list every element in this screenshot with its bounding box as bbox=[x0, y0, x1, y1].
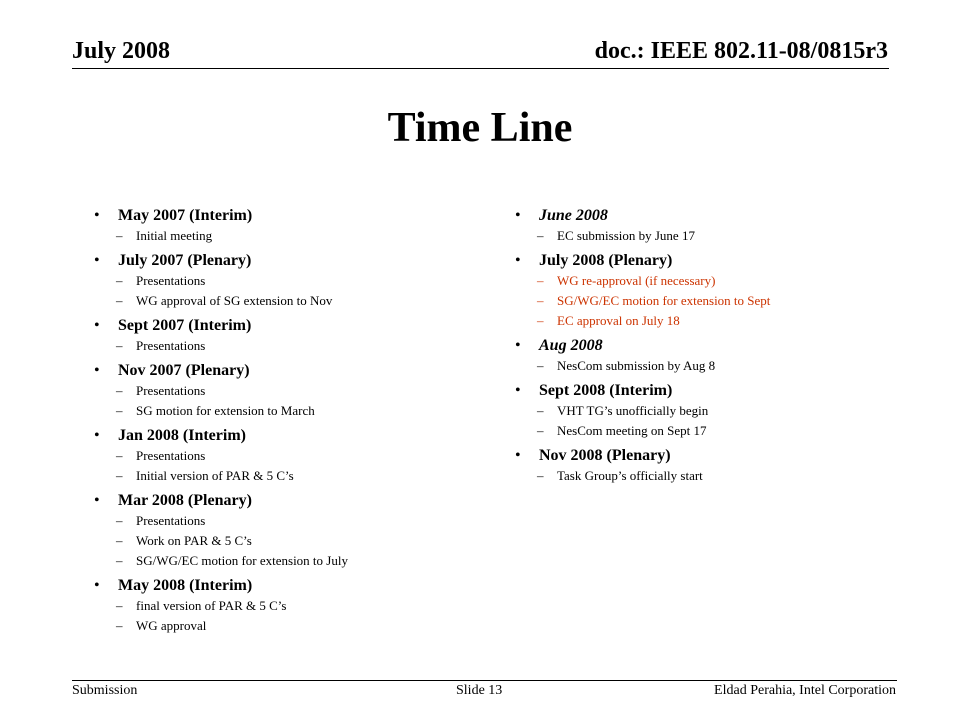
timeline-subitem: – final version of PAR & 5 C’s bbox=[94, 596, 494, 616]
timeline-subitem: – Presentations bbox=[94, 511, 494, 531]
footer-submission: Submission bbox=[72, 683, 138, 698]
timeline-item-heading: Aug 2008 bbox=[539, 337, 603, 354]
bullet-icon: • bbox=[515, 337, 521, 354]
timeline-item-heading: June 2008 bbox=[539, 207, 608, 224]
timeline-item bbox=[94, 251, 494, 311]
timeline-subitem: – WG approval of SG extension to Nov bbox=[94, 291, 494, 311]
timeline-item bbox=[94, 206, 494, 246]
footer-divider bbox=[72, 680, 897, 681]
bullet-icon: • bbox=[94, 317, 100, 334]
bullet-icon: • bbox=[94, 207, 100, 224]
dash-icon: – bbox=[116, 273, 123, 288]
timeline-subitem: – Task Group’s officially start bbox=[515, 466, 905, 486]
bullet-icon: • bbox=[94, 427, 100, 444]
timeline-item bbox=[94, 361, 494, 421]
timeline-item-heading: Nov 2007 (Plenary) bbox=[118, 362, 250, 379]
bullet-icon: • bbox=[94, 492, 100, 509]
dash-icon: – bbox=[116, 228, 123, 243]
dash-icon: – bbox=[116, 448, 123, 463]
bullet-icon: • bbox=[515, 252, 521, 269]
dash-icon: – bbox=[116, 338, 123, 353]
timeline-subitem: – EC submission by June 17 bbox=[515, 226, 905, 246]
dash-icon: – bbox=[116, 533, 123, 548]
bullet-icon: • bbox=[515, 207, 521, 224]
timeline-item bbox=[515, 381, 905, 441]
timeline-subitem: – VHT TG’s unofficially begin bbox=[515, 401, 905, 421]
bullet-icon: • bbox=[94, 577, 100, 594]
dash-icon: – bbox=[537, 423, 544, 438]
timeline-item bbox=[515, 206, 905, 246]
footer-author: Eldad Perahia, Intel Corporation bbox=[714, 683, 896, 698]
timeline-item-heading: Mar 2008 (Plenary) bbox=[118, 492, 252, 509]
timeline-subitem: – Presentations bbox=[94, 381, 494, 401]
left-column bbox=[94, 206, 494, 641]
dash-icon: – bbox=[537, 273, 544, 288]
dash-icon: – bbox=[537, 228, 544, 243]
timeline-item-heading: Sept 2007 (Interim) bbox=[118, 317, 252, 334]
bullet-icon: • bbox=[515, 447, 521, 464]
dash-icon: – bbox=[116, 598, 123, 613]
dash-icon: – bbox=[116, 468, 123, 483]
timeline-subitem-highlighted: – EC approval on July 18 bbox=[515, 311, 905, 331]
header-date: July 2008 bbox=[72, 38, 171, 64]
dash-icon: – bbox=[537, 403, 544, 418]
bullet-icon: • bbox=[94, 252, 100, 269]
timeline-item bbox=[515, 251, 905, 331]
dash-icon: – bbox=[537, 313, 544, 328]
timeline-subitem: – NesCom meeting on Sept 17 bbox=[515, 421, 905, 441]
timeline-subitem: – Presentations bbox=[94, 446, 494, 466]
dash-icon: – bbox=[537, 468, 544, 483]
timeline-item bbox=[94, 426, 494, 486]
timeline-item-heading: Jan 2008 (Interim) bbox=[118, 427, 246, 444]
bullet-icon: • bbox=[94, 362, 100, 379]
slide-title: Time Line bbox=[387, 105, 573, 151]
header-doc-id: doc.: IEEE 802.11-08/0815r3 bbox=[594, 38, 888, 64]
timeline-subitem: – NesCom submission by Aug 8 bbox=[515, 356, 905, 376]
timeline-item bbox=[94, 316, 494, 356]
timeline-item bbox=[515, 446, 905, 486]
dash-icon: – bbox=[116, 293, 123, 308]
dash-icon: – bbox=[116, 383, 123, 398]
timeline-subitem: – Work on PAR & 5 C’s bbox=[94, 531, 494, 551]
dash-icon: – bbox=[116, 618, 123, 633]
dash-icon: – bbox=[116, 403, 123, 418]
dash-icon: – bbox=[116, 553, 123, 568]
right-column bbox=[515, 206, 905, 491]
timeline-item-heading: July 2008 (Plenary) bbox=[539, 252, 673, 269]
timeline-item-heading: May 2007 (Interim) bbox=[118, 207, 253, 224]
dash-icon: – bbox=[116, 513, 123, 528]
header-divider bbox=[72, 68, 889, 69]
timeline-subitem: – SG motion for extension to March bbox=[94, 401, 494, 421]
timeline-item bbox=[94, 576, 494, 636]
timeline-item-heading: Sept 2008 (Interim) bbox=[539, 382, 673, 399]
timeline-subitem: – Initial meeting bbox=[94, 226, 494, 246]
dash-icon: – bbox=[537, 293, 544, 308]
timeline-item-heading: Nov 2008 (Plenary) bbox=[539, 447, 671, 464]
bullet-icon: • bbox=[515, 382, 521, 399]
timeline-subitem: – Initial version of PAR & 5 C’s bbox=[94, 466, 494, 486]
timeline-item bbox=[94, 491, 494, 571]
timeline-subitem: – Presentations bbox=[94, 336, 494, 356]
timeline-subitem: – WG approval bbox=[94, 616, 494, 636]
timeline-item-heading: May 2008 (Interim) bbox=[118, 577, 253, 594]
footer-slide-number: Slide 13 bbox=[456, 683, 503, 698]
timeline-item bbox=[515, 336, 905, 376]
timeline-item-heading: July 2007 (Plenary) bbox=[118, 252, 252, 269]
timeline-subitem: – SG/WG/EC motion for extension to July bbox=[94, 551, 494, 571]
timeline-subitem: – Presentations bbox=[94, 271, 494, 291]
dash-icon: – bbox=[537, 358, 544, 373]
timeline-subitem-highlighted: – SG/WG/EC motion for extension to Sept bbox=[515, 291, 905, 311]
timeline-subitem-highlighted: – WG re-approval (if necessary) bbox=[515, 271, 905, 291]
